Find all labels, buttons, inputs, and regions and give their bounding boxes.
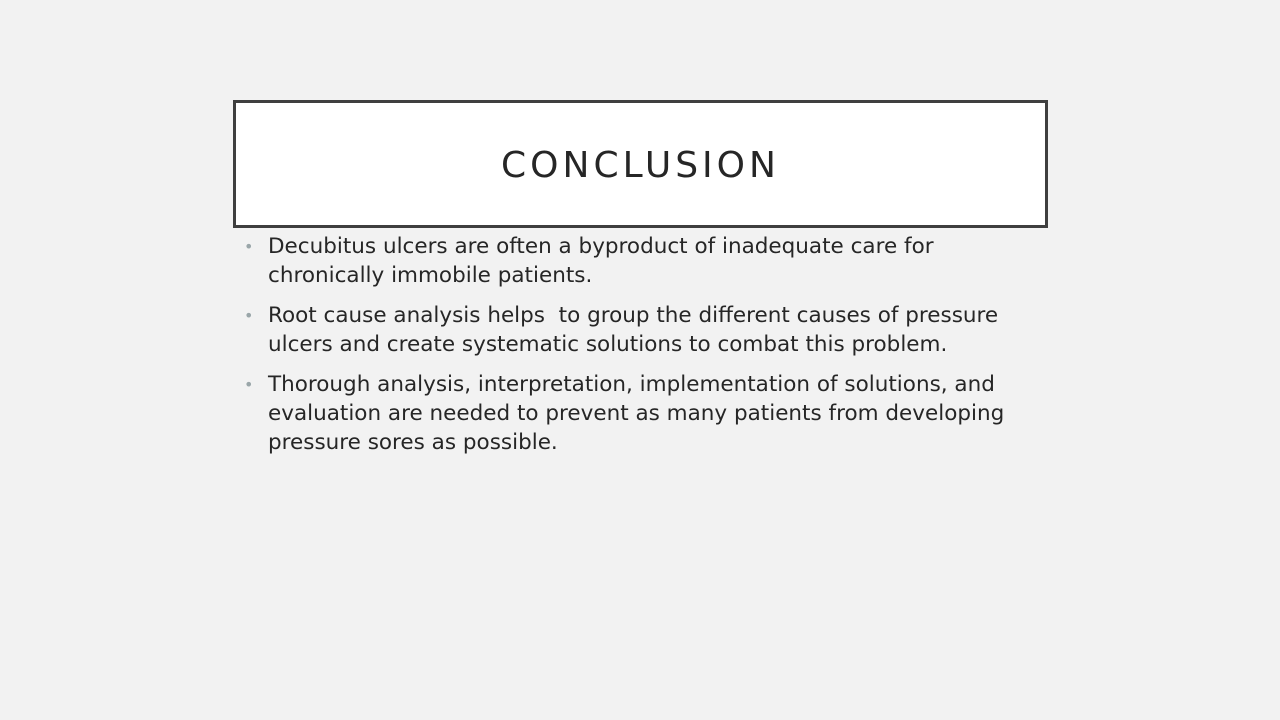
bullet-item <box>244 370 1044 457</box>
bullet-item <box>244 232 1044 290</box>
bullet-list <box>244 232 1044 468</box>
bullet-dot-icon: • <box>244 306 254 325</box>
bullet-item <box>244 301 1044 359</box>
bullet-dot-icon: • <box>244 237 254 256</box>
bullet-dot-icon: • <box>244 375 254 394</box>
title-box <box>233 100 1048 228</box>
bullet-text: Decubitus ulcers are often a byproduct of inadequate care for chronically immobile patients. <box>268 234 941 288</box>
slide-title: CONCLUSION <box>501 144 780 186</box>
bullet-text: Thorough analysis, interpretation, implementation of solutions, and evaluation are needed to prevent as many patients from developing pressure sores as possible. <box>268 372 1012 455</box>
bullet-text: Root cause analysis helps to group the different causes of pressure ulcers and create systematic solutions to combat this problem. <box>268 303 1005 357</box>
